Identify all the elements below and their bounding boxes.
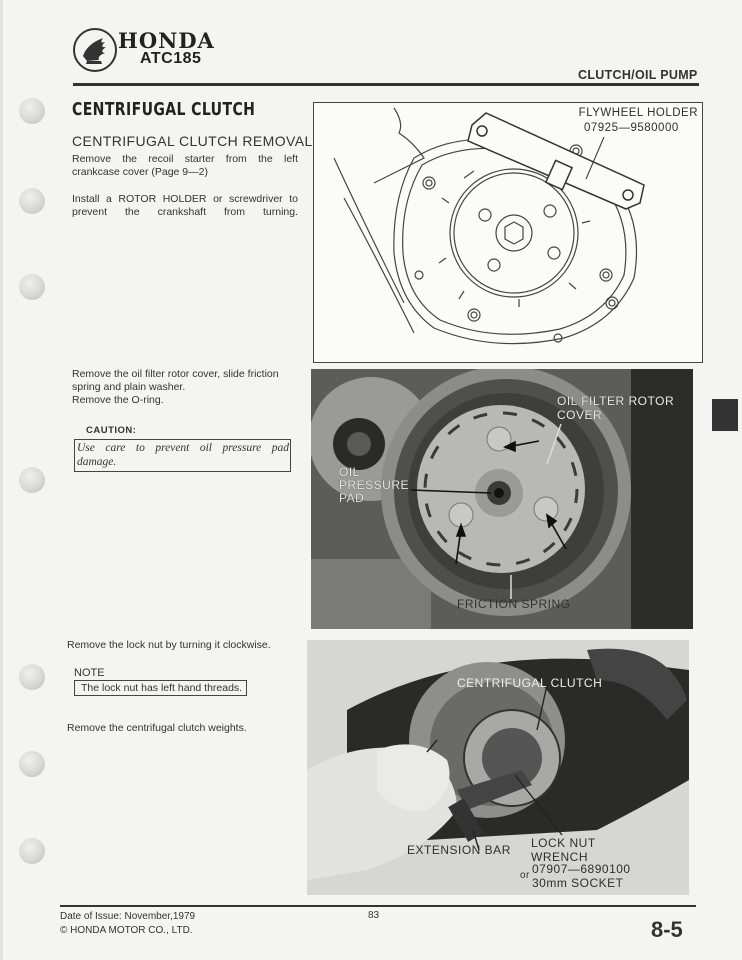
- figure-label: FRICTION SPRING: [457, 597, 571, 611]
- footer-divider: [60, 905, 696, 907]
- section-tab-marker: [712, 399, 738, 431]
- oil-filter-rotor-image: [311, 369, 693, 629]
- page-edge: [0, 0, 3, 960]
- figure-label: PRESSURE: [339, 478, 410, 492]
- figure-label: EXTENSION BAR: [407, 843, 511, 857]
- binder-hole: [19, 838, 45, 864]
- sheet-number: 83: [368, 910, 380, 921]
- figure-label: or: [520, 870, 530, 881]
- figure-label: OIL FILTER ROTOR: [557, 394, 675, 408]
- figure-label: PAD: [339, 491, 365, 505]
- lock-nut-removal-photo: [307, 640, 689, 895]
- figure-label: 30mm SOCKET: [532, 876, 624, 890]
- instruction-text: Remove the lock nut by turning it clockwise.: [67, 639, 271, 651]
- oil-filter-rotor-photo: [311, 369, 693, 629]
- sub-heading: CENTRIFUGAL CLUTCH REMOVAL: [72, 133, 313, 149]
- instruction-text: Remove the O-ring.: [72, 394, 164, 406]
- figure-label: COVER: [557, 408, 603, 422]
- note-label: NOTE: [74, 667, 105, 679]
- binder-hole: [19, 98, 45, 124]
- part-number-label: 07925—9580000: [584, 122, 679, 134]
- binder-hole: [19, 274, 45, 300]
- caution-label: CAUTION:: [86, 425, 137, 436]
- instruction-text: Remove the recoil starter from the left crankcase cover (Page 9—2): [72, 153, 298, 178]
- page-heading: CENTRIFUGAL CLUTCH: [72, 99, 256, 120]
- instruction-block: [72, 368, 302, 407]
- part-number-label: 07907—6890100: [532, 862, 631, 876]
- date-of-issue: Date of Issue: November,1979: [60, 911, 196, 922]
- instruction-text: Remove the centrifugal clutch weights.: [67, 722, 247, 734]
- caution-text: Use care to prevent oil pressure pad damage.: [77, 442, 289, 468]
- binder-hole: [19, 751, 45, 777]
- engine-line-drawing: [314, 103, 702, 362]
- note-text: The lock nut has left hand threads.: [81, 682, 243, 694]
- figure-label: CENTRIFUGAL CLUTCH: [457, 676, 603, 690]
- figure-label: WRENCH: [531, 850, 588, 864]
- copyright: © HONDA MOTOR CO., LTD.: [60, 925, 193, 936]
- instruction-text: Remove the oil filter rotor cover, slide friction spring and plain washer.: [72, 368, 279, 393]
- note-box: [74, 680, 247, 696]
- figure-label: OIL: [339, 465, 360, 479]
- figure-label: FLYWHEEL HOLDER: [578, 107, 698, 119]
- binder-hole: [19, 467, 45, 493]
- honda-wing-icon: [73, 28, 117, 72]
- caution-box: [74, 439, 291, 472]
- flywheel-holder-diagram: [313, 102, 703, 363]
- instruction-text: Install a ROTOR HOLDER or screwdriver to prevent the crankshaft from turning.: [72, 193, 298, 218]
- section-title: CLUTCH/OIL PUMP: [578, 68, 698, 82]
- model-name: ATC185: [140, 50, 202, 67]
- binder-hole: [19, 664, 45, 690]
- header-divider: [73, 83, 699, 86]
- page-number: 8-5: [651, 917, 683, 942]
- figure-label: LOCK NUT: [531, 836, 596, 850]
- binder-hole: [19, 188, 45, 214]
- brand-name: HONDA: [118, 28, 215, 53]
